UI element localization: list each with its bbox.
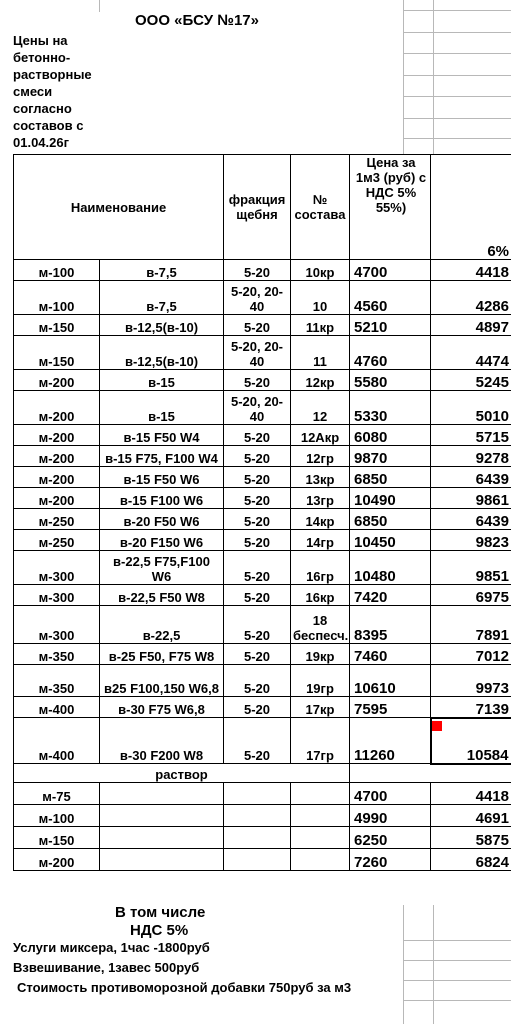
cell-class: в-15 F50 W4 [100, 425, 224, 446]
cell-price-6pct: 5010 [431, 391, 511, 425]
table-row [14, 260, 511, 281]
cell-grade: м-300 [14, 585, 100, 606]
cell-class: в-25 F50, F75 W8 [100, 644, 224, 665]
cell-price-6pct: 9823 [431, 530, 511, 551]
table-row [14, 281, 511, 315]
empty-cell [291, 849, 350, 871]
cell-price: 9870 [350, 446, 431, 467]
table-row [14, 718, 511, 764]
cell-grade: м-200 [14, 370, 100, 391]
empty-cell [291, 827, 350, 849]
cell-price: 11260 [350, 718, 431, 764]
mortar-label-row [14, 764, 511, 783]
cell-price-6pct: 7891 [431, 606, 511, 644]
cell-fraction: 5-20 [224, 551, 291, 585]
cell-composition: 11кр [291, 315, 350, 336]
table-row [14, 606, 511, 644]
cell-price-6pct: 4691 [431, 805, 511, 827]
cell-composition: 11 [291, 336, 350, 370]
gridline [403, 0, 404, 154]
table-row [14, 425, 511, 446]
cell-fraction: 5-20 [224, 530, 291, 551]
cell-price: 6250 [350, 827, 431, 849]
cell-composition: 10кр [291, 260, 350, 281]
cell-price-6pct: 6439 [431, 467, 511, 488]
company-title: ООО «БСУ №17» [135, 12, 259, 29]
empty-cell [350, 764, 511, 783]
cell-class: в-15 F50 W6 [100, 467, 224, 488]
empty-cell [100, 827, 224, 849]
price-table [13, 154, 511, 871]
cell-composition: 17кр [291, 697, 350, 718]
cell-price-6pct: 7012 [431, 644, 511, 665]
cell-price-6pct: 9278 [431, 446, 511, 467]
price-value: 10584 [466, 746, 509, 764]
empty-cell [100, 783, 224, 805]
gridline [403, 96, 511, 97]
cell-price: 10610 [350, 665, 431, 697]
table-row [14, 585, 511, 606]
mortar-section-label: раствор [14, 764, 350, 783]
cell-fraction: 5-20 [224, 665, 291, 697]
cell-price: 10450 [350, 530, 431, 551]
cell-grade: м-100 [14, 260, 100, 281]
cell-class: в-22,5 F75,F100 W6 [100, 551, 224, 585]
cell-composition: 14кр [291, 509, 350, 530]
cell-fraction: 5-20, 20-40 [224, 336, 291, 370]
header-price: Цена за 1м3 (руб) с НДС 5% 55%) [350, 155, 431, 260]
cell-grade: м-300 [14, 551, 100, 585]
cell-price: 5330 [350, 391, 431, 425]
empty-cell [100, 805, 224, 827]
cell-price-6pct: 9851 [431, 551, 511, 585]
cell-fraction: 5-20 [224, 467, 291, 488]
cell-price: 7260 [350, 849, 431, 871]
cell-composition: 14гр [291, 530, 350, 551]
cell-price-6pct: 4897 [431, 315, 511, 336]
cell-price-6pct: 4418 [431, 783, 511, 805]
cell-price: 6850 [350, 467, 431, 488]
cell-price: 10490 [350, 488, 431, 509]
cell-composition: 19гр [291, 665, 350, 697]
gridline [403, 10, 511, 11]
cell-composition: 19кр [291, 644, 350, 665]
gridline [403, 75, 511, 76]
cell-composition: 12гр [291, 446, 350, 467]
cell-class: в-15 [100, 370, 224, 391]
cell-class: в-20 F50 W6 [100, 509, 224, 530]
cell-grade: м-200 [14, 849, 100, 871]
antifreeze-additive-note: Стоимость противоморозной добавки 750руб за м3 [17, 980, 352, 995]
cell-class: в-7,5 [100, 281, 224, 315]
cell-class: в-15 [100, 391, 224, 425]
cell-price-6pct: 4474 [431, 336, 511, 370]
empty-cell [224, 805, 291, 827]
cell-price-6pct: 5715 [431, 425, 511, 446]
header-fraction: фракция щебня [224, 155, 291, 260]
cell-fraction: 5-20 [224, 488, 291, 509]
mixer-service-note: Услуги миксера, 1час -1800руб [13, 940, 210, 955]
cell-class: в-15 F75, F100 W4 [100, 446, 224, 467]
cell-class: в-12,5(в-10) [100, 315, 224, 336]
header-name: Наименование [14, 155, 224, 260]
header-composition: № состава [291, 155, 350, 260]
table-row [14, 827, 511, 849]
cell-composition: 16кр [291, 585, 350, 606]
cell-price: 5580 [350, 370, 431, 391]
cell-price: 4700 [350, 260, 431, 281]
cell-grade: м-200 [14, 488, 100, 509]
cell-grade: м-100 [14, 805, 100, 827]
cell-composition: 13гр [291, 488, 350, 509]
cell-price-6pct: 5245 [431, 370, 511, 391]
table-row [14, 805, 511, 827]
cell-price: 7595 [350, 697, 431, 718]
cell-price: 10480 [350, 551, 431, 585]
cell-composition: 16гр [291, 551, 350, 585]
cell-price-6pct: 9861 [431, 488, 511, 509]
gridline [433, 0, 434, 154]
cell-grade: м-200 [14, 425, 100, 446]
cell-grade: м-200 [14, 467, 100, 488]
cell-grade: м-75 [14, 783, 100, 805]
gridline [403, 960, 511, 961]
table-header-row [14, 155, 511, 260]
cell-grade: м-400 [14, 697, 100, 718]
cell-class: в-20 F150 W6 [100, 530, 224, 551]
empty-cell [100, 849, 224, 871]
cell-fraction: 5-20 [224, 697, 291, 718]
cell-grade: м-300 [14, 606, 100, 644]
gridline [403, 53, 511, 54]
cell-price-6pct: 4418 [431, 260, 511, 281]
cell-fraction: 5-20 [224, 370, 291, 391]
table-row [14, 849, 511, 871]
cell-class: в-7,5 [100, 260, 224, 281]
gridline [403, 905, 404, 1024]
red-marker-icon [432, 721, 442, 731]
table-row [14, 665, 511, 697]
cell-fraction: 5-20 [224, 315, 291, 336]
empty-cell [291, 783, 350, 805]
gridline [99, 0, 100, 12]
mortar-rows [14, 764, 511, 871]
empty-cell [291, 805, 350, 827]
table-row [14, 509, 511, 530]
cell-class: в-30 F200 W8 [100, 718, 224, 764]
cell-composition: 18 беспесч. [291, 606, 350, 644]
vat-note-line2: НДС 5% [130, 922, 189, 939]
table-row [14, 697, 511, 718]
weighing-note: Взвешивание, 1завес 500руб [13, 960, 200, 975]
gridline [403, 118, 511, 119]
cell-price-6pct: 6439 [431, 509, 511, 530]
gridline [403, 980, 511, 981]
price-list-subtitle: Цены на бетонно-растворные смеси согласно составов с 01.04.26г [13, 33, 92, 150]
cell-composition: 17гр [291, 718, 350, 764]
cell-price-6pct: 7139 [431, 697, 511, 718]
table-row [14, 336, 511, 370]
table-row [14, 370, 511, 391]
cell-grade: м-150 [14, 336, 100, 370]
header-price-6pct: 6% [431, 155, 511, 260]
cell-composition: 13кр [291, 467, 350, 488]
table-row [14, 644, 511, 665]
cell-fraction: 5-20, 20-40 [224, 281, 291, 315]
cell-price: 6850 [350, 509, 431, 530]
table-row [14, 391, 511, 425]
cell-class: в-22,5 [100, 606, 224, 644]
cell-grade: м-200 [14, 446, 100, 467]
cell-class: в-15 F100 W6 [100, 488, 224, 509]
cell-fraction: 5-20 [224, 509, 291, 530]
cell-fraction: 5-20, 20-40 [224, 391, 291, 425]
cell-class: в-12,5(в-10) [100, 336, 224, 370]
empty-cell [224, 849, 291, 871]
cell-class: в-30 F75 W6,8 [100, 697, 224, 718]
cell-price: 8395 [350, 606, 431, 644]
table-row [14, 488, 511, 509]
cell-price: 4760 [350, 336, 431, 370]
cell-price: 4560 [350, 281, 431, 315]
cell-grade: м-350 [14, 665, 100, 697]
cell-fraction: 5-20 [224, 446, 291, 467]
table-row [14, 446, 511, 467]
cell-grade: м-400 [14, 718, 100, 764]
cell-price: 4700 [350, 783, 431, 805]
cell-price-6pct: 9973 [431, 665, 511, 697]
table-row [14, 783, 511, 805]
cell-price: 4990 [350, 805, 431, 827]
concrete-rows [14, 260, 511, 764]
cell-grade: м-350 [14, 644, 100, 665]
empty-cell [224, 827, 291, 849]
table-row [14, 315, 511, 336]
cell-class: в25 F100,150 W6,8 [100, 665, 224, 697]
cell-fraction: 5-20 [224, 606, 291, 644]
vat-note-line1: В том числе [115, 904, 206, 921]
cell-composition: 12кр [291, 370, 350, 391]
gridline [403, 32, 511, 33]
table-row [14, 467, 511, 488]
cell-fraction: 5-20 [224, 644, 291, 665]
cell-price-6pct [431, 718, 511, 764]
cell-fraction: 5-20 [224, 718, 291, 764]
cell-class: в-22,5 F50 W8 [100, 585, 224, 606]
cell-fraction: 5-20 [224, 260, 291, 281]
cell-composition: 10 [291, 281, 350, 315]
table-row [14, 551, 511, 585]
cell-grade: м-250 [14, 530, 100, 551]
cell-fraction: 5-20 [224, 585, 291, 606]
cell-price: 7420 [350, 585, 431, 606]
cell-price: 5210 [350, 315, 431, 336]
cell-grade: м-200 [14, 391, 100, 425]
cell-grade: м-250 [14, 509, 100, 530]
cell-price-6pct: 4286 [431, 281, 511, 315]
cell-price: 7460 [350, 644, 431, 665]
gridline [403, 1000, 511, 1001]
cell-composition: 12 [291, 391, 350, 425]
cell-price-6pct: 6824 [431, 849, 511, 871]
cell-grade: м-100 [14, 281, 100, 315]
table-row [14, 530, 511, 551]
cell-price-6pct: 6975 [431, 585, 511, 606]
cell-composition: 12Акр [291, 425, 350, 446]
cell-fraction: 5-20 [224, 425, 291, 446]
gridline [403, 940, 511, 941]
cell-grade: м-150 [14, 827, 100, 849]
gridline [403, 138, 511, 139]
cell-grade: м-150 [14, 315, 100, 336]
gridline [433, 905, 434, 1024]
cell-price: 6080 [350, 425, 431, 446]
cell-price-6pct: 5875 [431, 827, 511, 849]
empty-cell [224, 783, 291, 805]
